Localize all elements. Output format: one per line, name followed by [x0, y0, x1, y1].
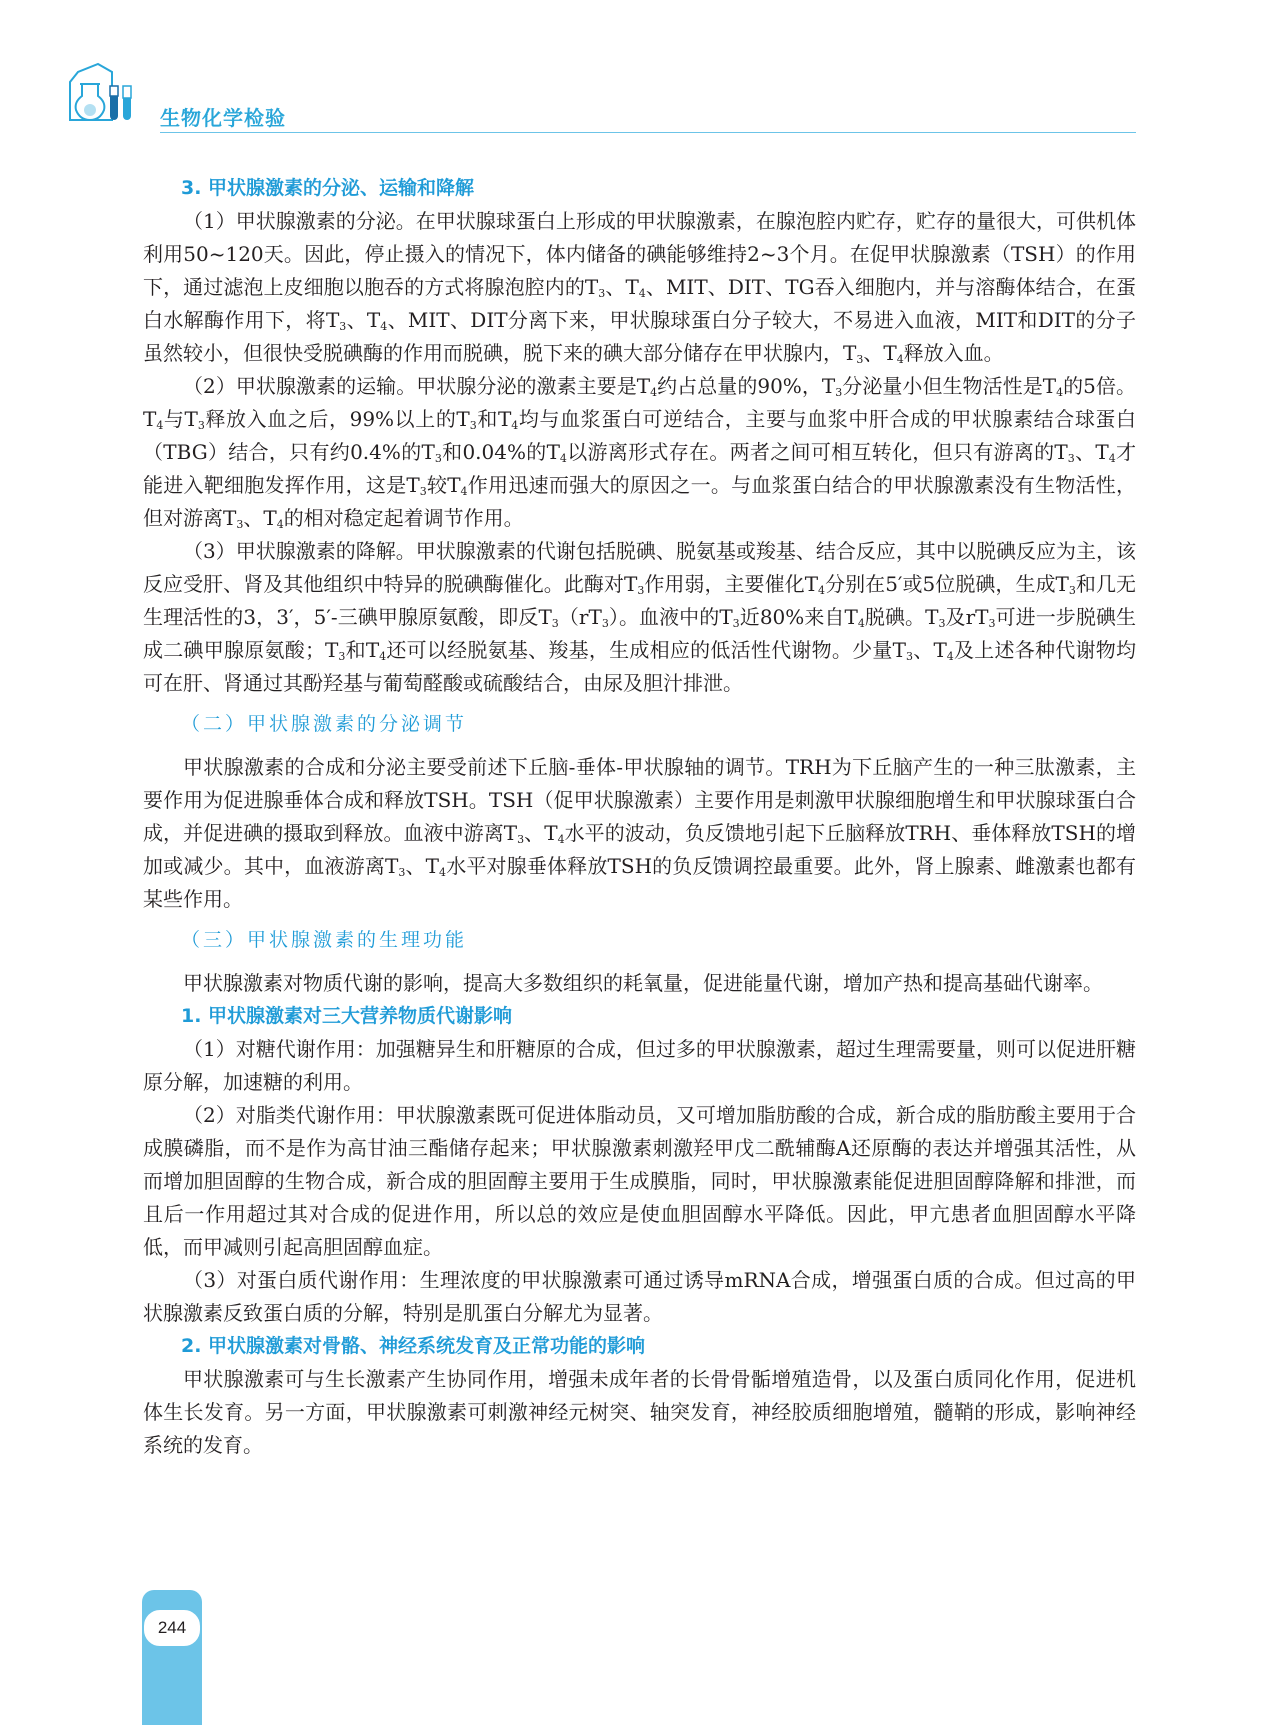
page-body [143, 172, 1136, 1462]
subsection-heading-development: 2. 甲状腺激素对骨骼、神经系统发育及正常功能的影响 [181, 1335, 646, 1357]
section-heading-secretion: 3. 甲状腺激素的分泌、运输和降解 [181, 177, 475, 199]
paragraph-degradation: （3）甲状腺激素的降解。甲状腺激素的代谢包括脱碘、脱氨基或羧基、结合反应，其中以脱碘反应为主，该反应受肝、肾及其他组织中特异的脱碘酶催化。此酶对$T_3$作用弱，主要催化$T_4$分别在5′或5位脱碘，生成$T_3$和几无生理活性的3，3′，5′-三碘甲腺原氨酸，即反$T_3(rT_3)$。血液中的$T_3$近80%来自$T_4$脱碘。$T_3$及$rT_3$可进一步脱碘生成二碘甲腺原氨酸；$T_3$和$T_4$还可以经脱氨基、羧基，生成相应的低活性代谢物。少量$T_3$、$T_4$及上述各种代谢物均可在肝、肾通过其酚羟基与葡萄醛酸或硫酸结合，由尿及胆汁排泄。 [143, 539, 1137, 695]
paragraph-regulation: 甲状腺激素的合成和分泌主要受前述下丘脑-垂体-甲状腺轴的调节。TRH为下丘脑产生的一种三肽激素，主要作用为促进腺垂体合成和释放TSH。TSH（促甲状腺激素）主要作用是刺激甲状腺细胞增生和甲状腺球蛋白合成，并促进碘的摄取到释放。血液中游离$T_3$、$T_4$水平的波动，负反馈地引起下丘脑释放TRH、垂体释放TSH的增加或减少。其中，血液游离$T_3$、$T_4$水平对腺垂体释放TSH的负反馈调控最重要。此外，肾上腺素、雌激素也都有某些作用。 [143, 755, 1137, 911]
section-heading-physiology: （三）甲状腺激素的生理功能 [181, 929, 468, 951]
page-number: 244 [142, 1608, 202, 1648]
paragraph-transport: （2）甲状腺激素的运输。甲状腺分泌的激素主要是$T_4$约占总量的90%，$T_3$分泌量小但生物活性是$T_4$的5倍。$T_4$与$T_3$释放入血之后，99%以上的$T_3$和$T_4$均与血浆蛋白可逆结合，主要与血浆中肝合成的甲状腺素结合球蛋白（TBG）结合，只有约0.4%的$T_3$和0.04%的$T_4$以游离形式存在。两者之间可相互转化，但只有游离的$T_3$、$T_4$才能进入靶细胞发挥作用，这是$T_3$较$T_4$作用迅速而强大的原因之一。与血浆蛋白结合的甲状腺激素没有生物活性，但对游离$T_3$、$T_4$的相对稳定起着调节作用。 [143, 374, 1137, 531]
paragraph-secretion: （1）甲状腺激素的分泌。在甲状腺球蛋白上形成的甲状腺激素，在腺泡腔内贮存，贮存的量很大，可供机体利用50~120天。因此，停止摄入的情况下，体内储备的碘能够维持2~3个月。在促甲状腺激素（TSH）的作用下，通过滤泡上皮细胞以胞吞的方式将腺泡腔内的$T_3$、$T_4$、MIT、DIT、TG吞入细胞内，并与溶酶体结合，在蛋白水解酶作用下，将$T_3$、$T_4$、MIT、DIT分离下来，甲状腺球蛋白分子较大，不易进入血液，MIT和DIT的分子虽然较小，但很快受脱碘酶的作用而脱碘，脱下来的碘大部分储存在甲状腺内，$T_3$、$T_4$释放入血。 [143, 209, 1137, 366]
paragraph-protein: （3）对蛋白质代谢作用：生理浓度的甲状腺激素可通过诱导mRNA合成，增强蛋白质的合成。但过高的甲状腺激素反致蛋白质的分解，特别是肌蛋白分解尤为显著。 [143, 1268, 1136, 1325]
page-header [0, 0, 1275, 140]
paragraph-lipid: （2）对脂类代谢作用：甲状腺激素既可促进体脂动员，又可增加脂肪酸的合成，新合成的脂肪酸主要用于合成膜磷脂，而不是作为高甘油三酯储存起来；甲状腺激素刺激羟甲戊二酰辅酶A还原酶的表达并增强其活性，从而增加胆固醇的生物合成，新合成的胆固醇主要用于生成膜脂，同时，甲状腺激素能促进胆固醇降解和排泄，而且后一作用超过其对合成的促进作用，所以总的效应是使血胆固醇水平降低。因此，甲亢患者血胆固醇水平降低，而甲减则引起高胆固醇血症。 [143, 1103, 1136, 1259]
section-heading-regulation: （二）甲状腺激素的分泌调节 [181, 713, 468, 735]
paragraph-development: 甲状腺激素可与生长激素产生协同作用，增强未成年者的长骨骨骺增殖造骨，以及蛋白质同化作用，促进机体生长发育。另一方面，甲状腺激素可刺激神经元树突、轴突发育，神经胶质细胞增殖，髓鞘的形成，影响神经系统的发育。 [143, 1367, 1136, 1457]
book-title: 生物化学检验 [160, 106, 286, 130]
paragraph-physiology-intro: 甲状腺激素对物质代谢的影响，提高大多数组织的耗氧量，促进能量代谢，增加产热和提高基础代谢率。 [183, 971, 1103, 995]
header-divider [160, 132, 1136, 133]
paragraph-carbohydrate: （1）对糖代谢作用：加强糖异生和肝糖原的合成，但过多的甲状腺激素，超过生理需要量，则可以促进肝糖原分解，加速糖的利用。 [143, 1037, 1136, 1094]
subsection-heading-metabolism: 1. 甲状腺激素对三大营养物质代谢影响 [181, 1005, 513, 1027]
test-tubes-icon [108, 84, 134, 124]
